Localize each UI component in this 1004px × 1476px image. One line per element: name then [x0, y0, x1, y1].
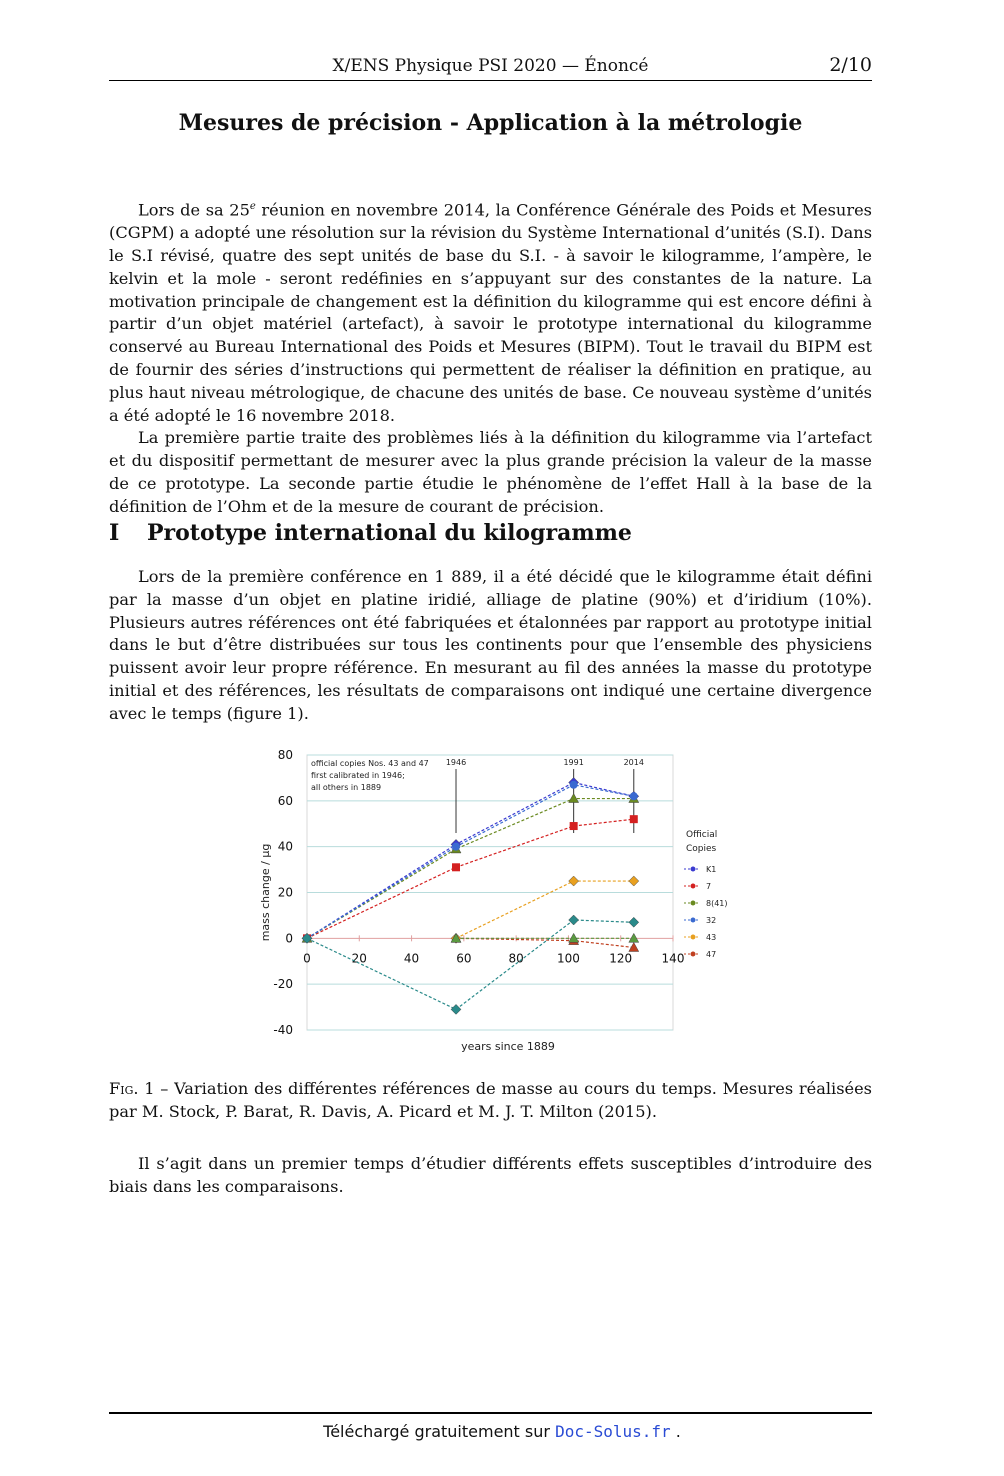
- legend-marker: [691, 884, 696, 889]
- data-point: [569, 876, 579, 886]
- data-point: [452, 863, 460, 871]
- legend-label: 8(41): [706, 899, 728, 908]
- legend-label: 47: [706, 950, 717, 959]
- legend-marker: [691, 952, 696, 957]
- annotation-line: all others in 1889: [311, 783, 382, 792]
- legend-label: 7: [706, 882, 712, 891]
- data-point: [629, 876, 639, 886]
- intro-text: [109, 196, 872, 519]
- y-tick-label: 0: [285, 931, 293, 946]
- data-point: [630, 792, 638, 800]
- intro-p1-rest: réunion en novembre 2014, la Conférence Générale des Poids et Mesures (CGPM) a adopté une résolution sur la révision du Système International d’unités (S.I). Dans le S.I révisé, quatre des sept unités de base du S.I. - à savoir le kilogramme, l’ampère, le kelvin et la mole - seront redéfinies en s’appuyant sur des constantes de la nature. La motivation principale de changement est la définition du kilogramme qui est encore défini à partir d’un objet matériel (artefact), à savoir le prototype international du kilogramme conservé au Bureau International des Poids et Mesures (BIPM). Tout le travail du BIPM est de fournir des séries d’instructions qui permettent de réaliser la définition en pratique, au plus haut niveau métrologique, de chacune des unités de base. Ce nouveau système d’unités a été adopté le 16 novembre 2018.: [109, 200, 872, 425]
- section-title: Prototype international du kilogramme: [147, 520, 632, 546]
- x-tick-label: 120: [609, 951, 633, 966]
- section-p2-text: Il s’agit dans un premier temps d’étudier différents effets susceptibles d’introduire des biais dans les comparaisons.: [109, 1154, 872, 1196]
- y-tick-label: 40: [277, 839, 293, 854]
- legend-label: 43: [706, 933, 717, 942]
- series-line-47: [456, 938, 634, 947]
- y-tick-label: -40: [273, 1023, 293, 1037]
- year-label: 2014: [623, 758, 644, 767]
- doc-solus-link[interactable]: Doc-Solus.fr: [555, 1422, 671, 1441]
- y-tick-label: 20: [277, 885, 293, 900]
- y-tick-label: 60: [277, 793, 293, 808]
- running-title: X/ENS Physique PSI 2020 — Énoncé: [332, 56, 649, 76]
- series-line-32: [307, 785, 634, 939]
- superscript-e: e: [249, 201, 256, 212]
- data-point: [451, 1004, 461, 1014]
- data-point: [452, 843, 460, 851]
- intro-paragraph-1: [109, 196, 872, 427]
- data-point: [629, 917, 639, 927]
- legend-marker: [691, 935, 696, 940]
- data-point: [629, 933, 639, 942]
- data-point: [629, 943, 639, 952]
- footer-text: Téléchargé gratuitement sur: [323, 1422, 550, 1441]
- page-number: 2/10: [829, 54, 872, 76]
- series-line-43: [456, 881, 634, 938]
- footer: [0, 1422, 1004, 1441]
- data-point: [570, 781, 578, 789]
- legend-marker: [691, 901, 696, 906]
- annotation-line: official copies Nos. 43 and 47: [311, 759, 429, 768]
- intro-paragraph-2: La première partie traite des problèmes liés à la définition du kilogramme via l’artefact et du dispositif permettant de mesurer avec la plus grande précision la valeur de la masse de ce prototype. La seconde partie étudie le phénomène de l’effet Hall à la base de la définition de l’Ohm et de la mesure de courant de précision.: [109, 428, 872, 516]
- series-line-8(41): [307, 799, 634, 939]
- y-tick-label: 80: [277, 748, 293, 762]
- y-tick-label: -20: [273, 977, 293, 992]
- section-paragraph-2: [109, 1153, 872, 1199]
- legend-title: Official: [686, 830, 718, 840]
- annotation-line: first calibrated in 1946;: [311, 771, 405, 780]
- legend-title: Copies: [686, 844, 717, 854]
- intro-p1-start: Lors de sa 25: [138, 200, 250, 220]
- mass-change-chart: [250, 740, 750, 1060]
- section-number: I: [109, 520, 120, 546]
- section-heading: [109, 520, 632, 546]
- caption-label: Fig. 1: [109, 1079, 155, 1098]
- footer-divider: [109, 1412, 872, 1414]
- series-line-K1: [307, 783, 634, 939]
- year-label: 1946: [445, 758, 467, 767]
- page-title: Mesures de précision - Application à la métrologie: [178, 110, 803, 136]
- legend-label: 32: [706, 916, 717, 925]
- x-tick-label: 100: [556, 951, 580, 966]
- x-tick-label: 140: [661, 951, 685, 966]
- section-paragraph-1: [109, 566, 872, 726]
- figure-caption: [109, 1077, 872, 1123]
- x-tick-label: 80: [508, 951, 524, 966]
- x-tick-label: 60: [456, 951, 472, 966]
- legend-marker: [691, 918, 696, 923]
- footer-dot: .: [670, 1422, 681, 1441]
- data-point: [569, 915, 579, 925]
- section-p1-text: Lors de la première conférence en 1 889, il a été décidé que le kilogramme était défini par la masse d’un objet en platine iridié, alliage de platine (90%) et d’iridium (10%). Plusieurs autres références ont été fabriquées et étalonnées par rapport au prototype initial dans le but d’être distribuées sur tous les continents pour que l’ensemble des physiciens puissent avoir leur propre référence. En mesurant au fil des années la masse du prototype initial et des références, les résultats de comparaisons ont indiqué une certaine divergence avec le temps (figure 1).: [109, 567, 872, 723]
- x-tick-label: 0: [303, 951, 311, 966]
- x-tick-label: 20: [351, 951, 367, 966]
- caption-text: – Variation des différentes références de masse au cours du temps. Mesures réalisées par M. Stock, P. Barat, R. Davis, A. Picard et M. J. T. Milton (2015).: [109, 1079, 872, 1121]
- legend-label: K1: [706, 865, 717, 874]
- x-tick-label: 40: [403, 951, 420, 966]
- year-label: 1991: [563, 758, 584, 767]
- x-axis-label: years since 1889: [461, 1040, 555, 1053]
- data-point: [630, 815, 638, 823]
- legend-marker: [691, 867, 696, 872]
- running-header: [109, 54, 872, 81]
- y-axis-label: mass change / µg: [259, 843, 272, 942]
- data-point: [570, 822, 578, 830]
